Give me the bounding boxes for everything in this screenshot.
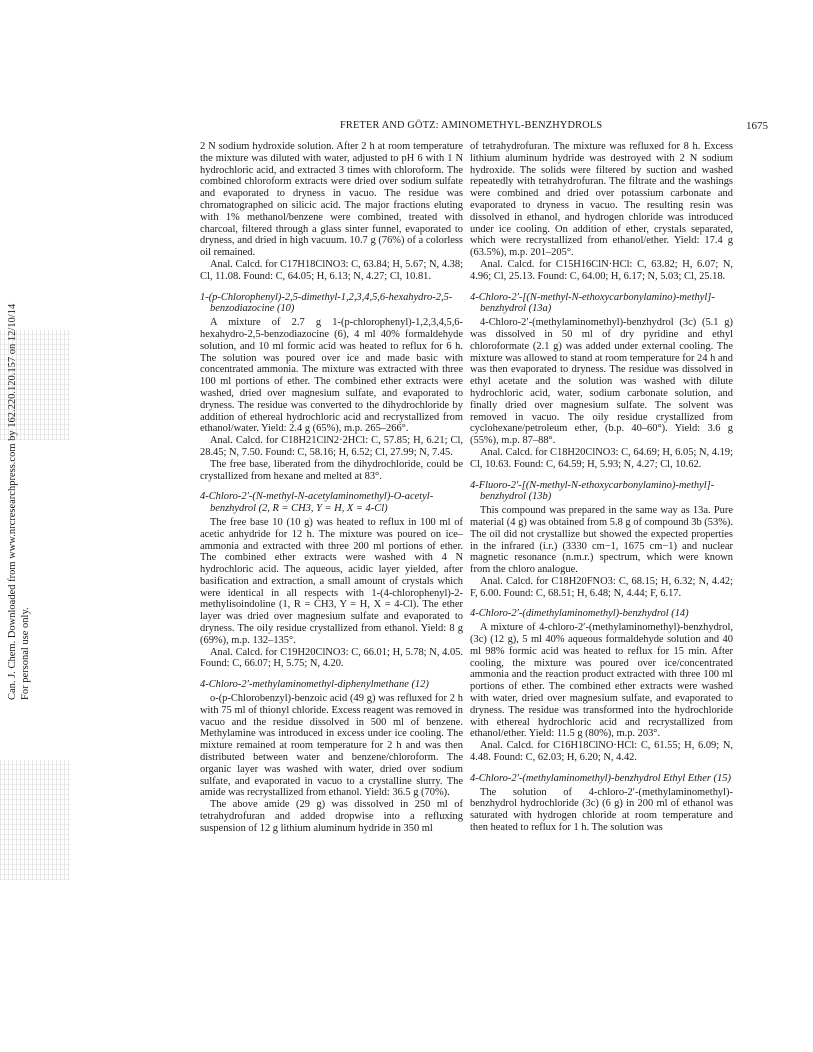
- page-header: [200, 120, 768, 134]
- download-notice-line2: For personal use only.: [20, 607, 31, 700]
- paragraph: The above amide (29 g) was dissolved in 250 ml of tetrahydrofuran and added dropwise into a refluxing suspension of 12 g lithium aluminum hydride in 350 ml: [200, 799, 463, 834]
- paragraph: The free base 10 (10 g) was heated to reflux in 100 ml of acetic anhydride for 12 h. The mixture was poured on ice–ammonia and extracted with three 200 ml portions of ether. The combined ether extracts were washed with 4 N hydrochloric acid. The aqueous, acidic layer yielded, after basification and extraction, a small amount of crystals which were identical in all respects with 1-(4-chlorophenyl)-2-methylisoindoline (1, R = CH3, Y = H, X = 4-Cl). The ether layer was dried over magnesium sulfate and evaporated to dryness. The oily residue crystallized from ethanol. Yield: 8 g (69%), m.p. 132–135°.: [200, 516, 463, 646]
- section-heading: 4-Fluoro-2′-[(N-methyl-N-ethoxycarbonylamino)-methyl]-benzhydrol (13b): [470, 479, 715, 503]
- right-column: [470, 141, 733, 834]
- section-heading: 4-Chloro-2′-(N-methyl-N-acetylaminomethyl)-O-acetyl-benzhydrol (2, R = CH3, Y = H, X = 4-Cl): [200, 491, 434, 515]
- paragraph: This compound was prepared in the same way as 13a. Pure material (4 g) was obtained from 5.8 g of compound 3b (53%). The oil did not crystallize but showed the expected properties in the infrared (i.r.) (3330 cm−1, 1675 cm−1) and nuclear magnetic resonance (n.m.r.) spectrum, which were known from the chloro analogue.: [470, 505, 733, 576]
- section-heading: 4-Chloro-2′-[(N-methyl-N-ethoxycarbonylamino)-methyl]-benzhydrol (13a): [470, 291, 715, 315]
- paragraph: of tetrahydrofuran. The mixture was refluxed for 8 h. Excess lithium aluminum hydride was destroyed with 2 N sodium hydroxide. The solids were filtered by suction and washed repeatedly with tetrahydrofuran. The filtrate and the washings were combined and dried over potassium carbonate and evaporated to dryness in vacuo. The resulting resin was dissolved in ethanol, and hydrogen chloride was introduced under ice cooling. On addition of ether, crystals separated, which were recrystallized from ethanol/ether. Yield: 17.4 g (63.5%), m.p. 201–205°.: [470, 141, 733, 259]
- paragraph: Anal. Calcd. for C18H20ClNO3: C, 64.69; H, 6.05; N, 4.19; Cl, 10.63. Found: C, 64.59; H, 5.93; N, 4.27; Cl, 10.62.: [470, 446, 733, 470]
- paragraph: Anal. Calcd. for C19H20ClNO3: C, 66.01; H, 5.78; N, 4.05. Found: C, 66.07; H, 5.75; N, 4.20.: [200, 646, 463, 670]
- paragraph: Anal. Calcd. for C18H21ClN2·2HCl: C, 57.85; H, 6.21; Cl, 28.45; N, 7.50. Found: C, 58.16; H, 6.52; Cl, 27.99; N, 7.45.: [200, 435, 463, 458]
- paragraph: o-(p-Chlorobenzyl)-benzoic acid (49 g) was refluxed for 2 h with 75 ml of thionyl chloride. Excess reagent was removed in vacuo and the residue dissolved in 500 ml of benzene. Methylamine was introduced in excess under ice cooling. The mixture remained at room temperature for 2 h and was then distributed between water and benzene/chloroform. The organic layer was washed with water, dried over sodium sulfate, and evaporated in vacuo to a crystalline slurry. The amide was recrystallized from ethanol. Yield: 36.5 g (70%).: [200, 693, 463, 799]
- left-column: [200, 141, 463, 835]
- paragraph: The solution of 4-chloro-2′-(methylaminomethyl)-benzhydrol hydrochloride (3c) (6 g) in 200 ml of ethanol was saturated with hydrogen chloride at room temperature and then heated to reflux for 1 h. The solution was: [470, 786, 733, 834]
- paragraph: 4-Chloro-2′-(methylaminomethyl)-benzhydrol (3c) (5.1 g) was dissolved in 50 ml of dry pyridine and ethyl chloroformate (2.1 g) was added under external cooling. The mixture was allowed to stand at room temperature for 24 h and was then evaporated to dryness. The residue was dissolved in ethyl acetate and the solution was washed with dilute hydrochloric acid, water, sodium carbonate solution, and finally dried over magnesium sulfate. The solvent was removed in vacuo. The oily residue crystallized from cyclohexane/petroleum ether, (b.p. 40–60°). Yield: 3.6 g (55%), m.p. 87–88°.: [470, 317, 733, 447]
- section-heading: 4-Chloro-2′-(methylaminomethyl)-benzhydrol Ethyl Ether (15): [470, 772, 731, 784]
- paragraph: 2 N sodium hydroxide solution. After 2 h at room temperature the mixture was diluted with water, adjusted to pH 6 with 1 N hydrochloric acid, and extracted 3 times with chloroform. The combined chloroform extracts were dried over sodium sulfate and evaporated to dryness in vacuo. The residue was chromatographed on silicic acid. The major fractions eluting with 1% methanol/benzene were combined, treated with charcoal, filtered through a glass sinter funnel, evaporated to dryness, and dried in high vacuum. 10.7 g (76%) of a colorless oil remained.: [200, 141, 463, 259]
- paragraph: A mixture of 4-chloro-2′-(methylaminomethyl)-benzhydrol, (3c) (12 g), 5 ml 40% aqueous formaldehyde solution and 40 ml 98% formic acid was heated to reflux for 15 min. After cooling, the mixture was poured over ice/concentrated ammonia and the reaction product extracted with three 100 ml portions of ether. The combined ether extracts were washed with water, dried over magnesium sulfate, and evaporated to dryness. The residue was transformed into the hydrochloride with ethereal hydrochloric acid and recrystallized from ethanol/ether. Yield: 11.5 g (80%), m.p. 203°.: [470, 622, 733, 740]
- download-notice: [6, 300, 32, 700]
- paragraph: Anal. Calcd. for C18H20FNO3: C, 68.15; H, 6.32; N, 4.42; F, 6.00. Found: C, 68.51; H, 6.48; N, 4.44; F, 6.17.: [470, 575, 733, 599]
- section-heading: 4-Chloro-2′-methylaminomethyl-diphenylmethane (12): [200, 679, 429, 691]
- running-title: FRETER AND GÖTZ: AMINOMETHYL-BENZHYDROLS: [340, 120, 603, 131]
- paragraph: The free base, liberated from the dihydrochloride, could be crystallized from hexane and melted at 83°.: [200, 458, 463, 482]
- download-notice-line1: Can. J. Chem. Downloaded from www.nrcresearchpress.com by 162.220.120.157 on 12/10/14: [7, 303, 18, 700]
- scan-noise: [0, 760, 70, 880]
- page-number: 1675: [746, 120, 768, 132]
- section-heading: 4-Chloro-2′-(dimethylaminomethyl)-benzhydrol (14): [470, 608, 689, 620]
- section-heading: 1-(p-Chlorophenyl)-2,5-dimethyl-1,2,3,4,5,6-hexahydro-2,5-benzodiazocine (10): [200, 291, 453, 315]
- paragraph: Anal. Calcd. for C17H18ClNO3: C, 63.84; H, 5.67; N, 4.38; Cl, 11.08. Found: C, 64.05; H, 6.13; N, 4.27; Cl, 10.81.: [200, 258, 463, 282]
- paragraph: Anal. Calcd. for C15H16ClN·HCl: C, 63.82; H, 6.07; N, 4.96; Cl, 25.13. Found: C, 64.00; H, 6.17; N, 5.03; Cl, 25.18.: [470, 258, 733, 282]
- paragraph: Anal. Calcd. for C16H18ClNO·HCl: C, 61.55; H, 6.09; N, 4.48. Found: C, 62.03; H, 6.20; N, 4.42.: [470, 740, 733, 764]
- paragraph: A mixture of 2.7 g 1-(p-chlorophenyl)-1,2,3,4,5,6-hexahydro-2,5-benzodiazocine (6), 4 ml 40% formaldehyde solution, and 10 ml formic acid was heated to reflux for 6 h. The solution was poured over ice and made basic with concentrated ammonia. The mixture was extracted with three 100 ml portions of ether. The combined ether extracts were washed, dried over magnesium sulfate, and evaporated to dryness. The residue was converted to the dihydrochloride by addition of ethereal hydrochloric acid and recrystallized from ethanol/water. Yield: 2.4 g (65%), m.p. 265–266°.: [200, 317, 463, 435]
